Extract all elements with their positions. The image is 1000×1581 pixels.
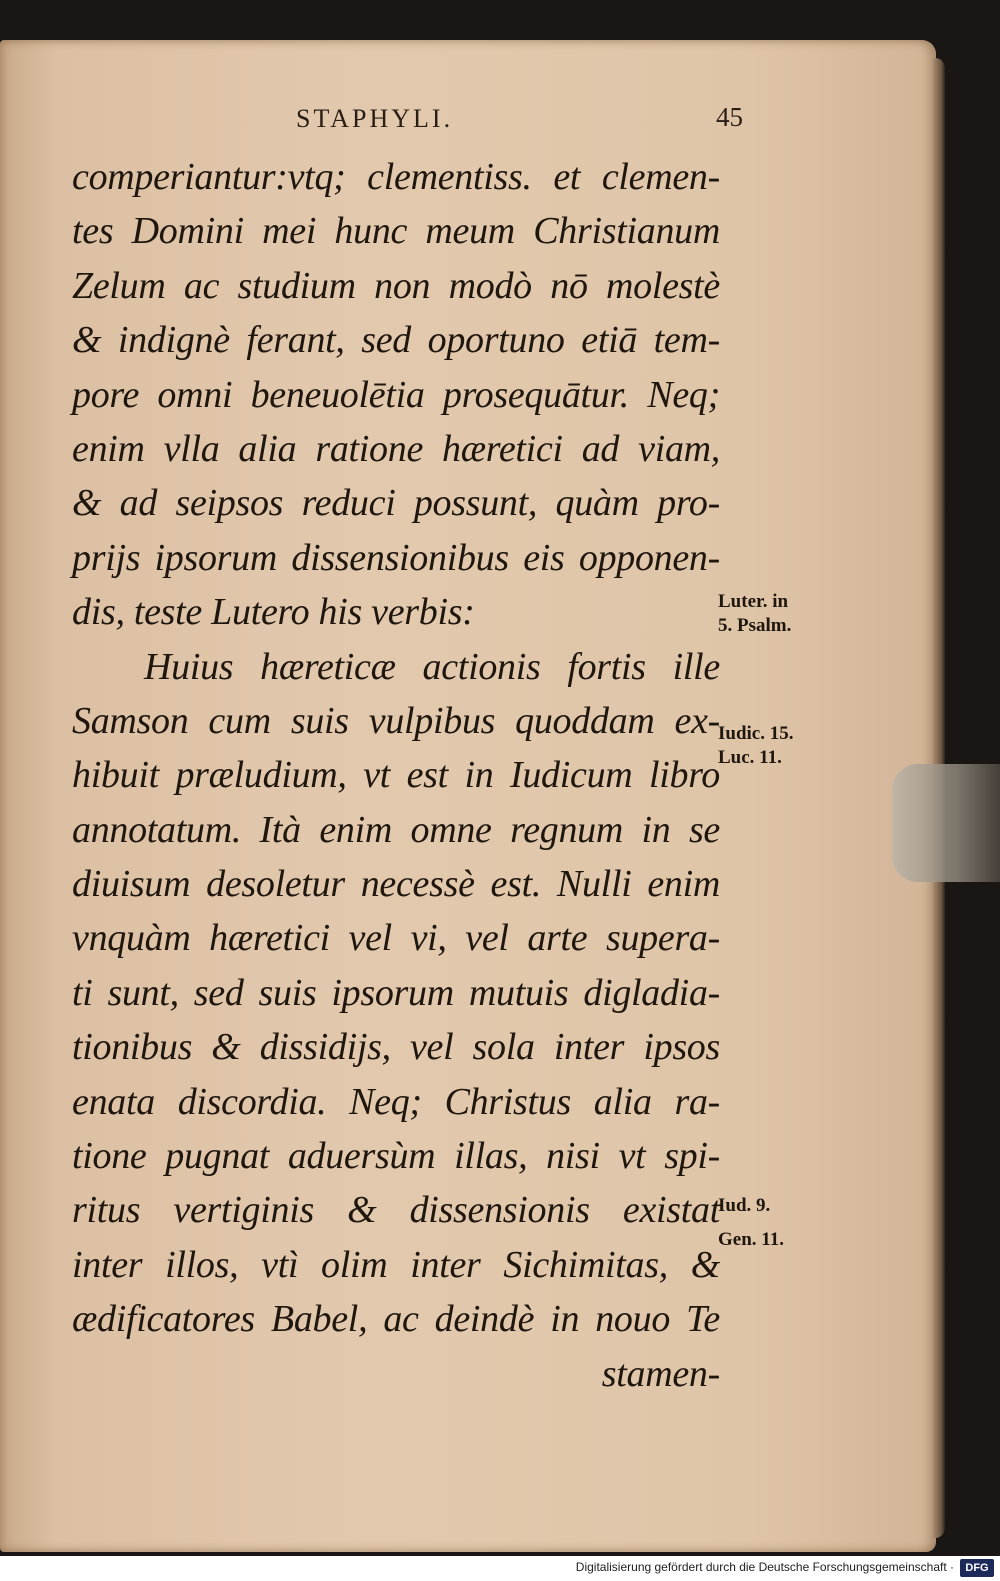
catchword: stamen- (601, 1352, 720, 1395)
text-line: ti sunt, sed suis ipsorum mutuis digladia- (72, 971, 720, 1014)
text-line: & ad seipsos reduci possunt, quàm pro- (72, 482, 720, 525)
text-line: enata discordia. Neq; Christus alia ra- (72, 1080, 720, 1123)
text-line: Zelum ac studium non modò nō molestè (72, 264, 720, 307)
text-line: prijs ipsorum dissensionibus eis opponen- (72, 536, 720, 579)
margin-note-line: 5. Psalm. (718, 615, 792, 636)
text-line: ritus vertiginis & dissensionis existat (72, 1189, 720, 1232)
page-tab-marker (892, 764, 1000, 882)
text-line: vnquàm hæretici vel vi, vel arte supera- (72, 917, 720, 960)
text-line: dis, teste Lutero his verbis: (72, 591, 475, 634)
margin-note: Iudic. 15. (718, 723, 794, 744)
footer-credit: Digitalisierung gefördert durch die Deutsche Forschungsgemeinschaft · (575, 1560, 954, 1574)
text-line: annotatum. Ità enim omne regnum in se (72, 808, 720, 851)
text-line: inter illos, vtì olim inter Sichimitas, & (72, 1243, 720, 1286)
text-line: hibuit præludium, vt est in Iudicum libro (72, 754, 720, 797)
text-line: tes Domini mei hunc meum Christianum (72, 210, 720, 253)
text-line: enim vlla alia ratione hæretici ad viam, (72, 427, 720, 470)
page-number: 45 (716, 102, 743, 132)
margin-note (718, 590, 791, 638)
text-line: diuisum desoletur necessè est. Nulli enim (72, 863, 720, 906)
margin-note: Gen. 11. (718, 1229, 784, 1250)
text-line: comperiantur:vtq; clementiss. et clemen- (72, 156, 720, 198)
text-line: & indignè ferant, sed oportuno etiā tem- (72, 319, 720, 362)
margin-note-line: Luter. in (718, 591, 789, 612)
running-head: STAPHYLI. (296, 104, 454, 133)
footer-bar (0, 1556, 1000, 1581)
text-line: Huius hæreticæ actionis fortis ille (144, 645, 720, 688)
body-text (72, 150, 720, 1401)
text-line: pore omni beneuolētia prosequātur. Neq; (72, 373, 720, 416)
dfg-logo: DFG (960, 1559, 994, 1577)
text-line: Samson cum suis vulpibus quoddam ex- (72, 699, 720, 742)
margin-note: Iud. 9. (718, 1195, 771, 1216)
text-line: ædificatores Babel, ac deindè in nouo Te (72, 1298, 720, 1341)
text-line: tione pugnat aduersùm illas, nisi vt spi- (72, 1135, 720, 1178)
text-line: tionibus & dissidijs, vel sola inter ipsos (72, 1026, 720, 1069)
margin-note: Luc. 11. (718, 747, 782, 768)
